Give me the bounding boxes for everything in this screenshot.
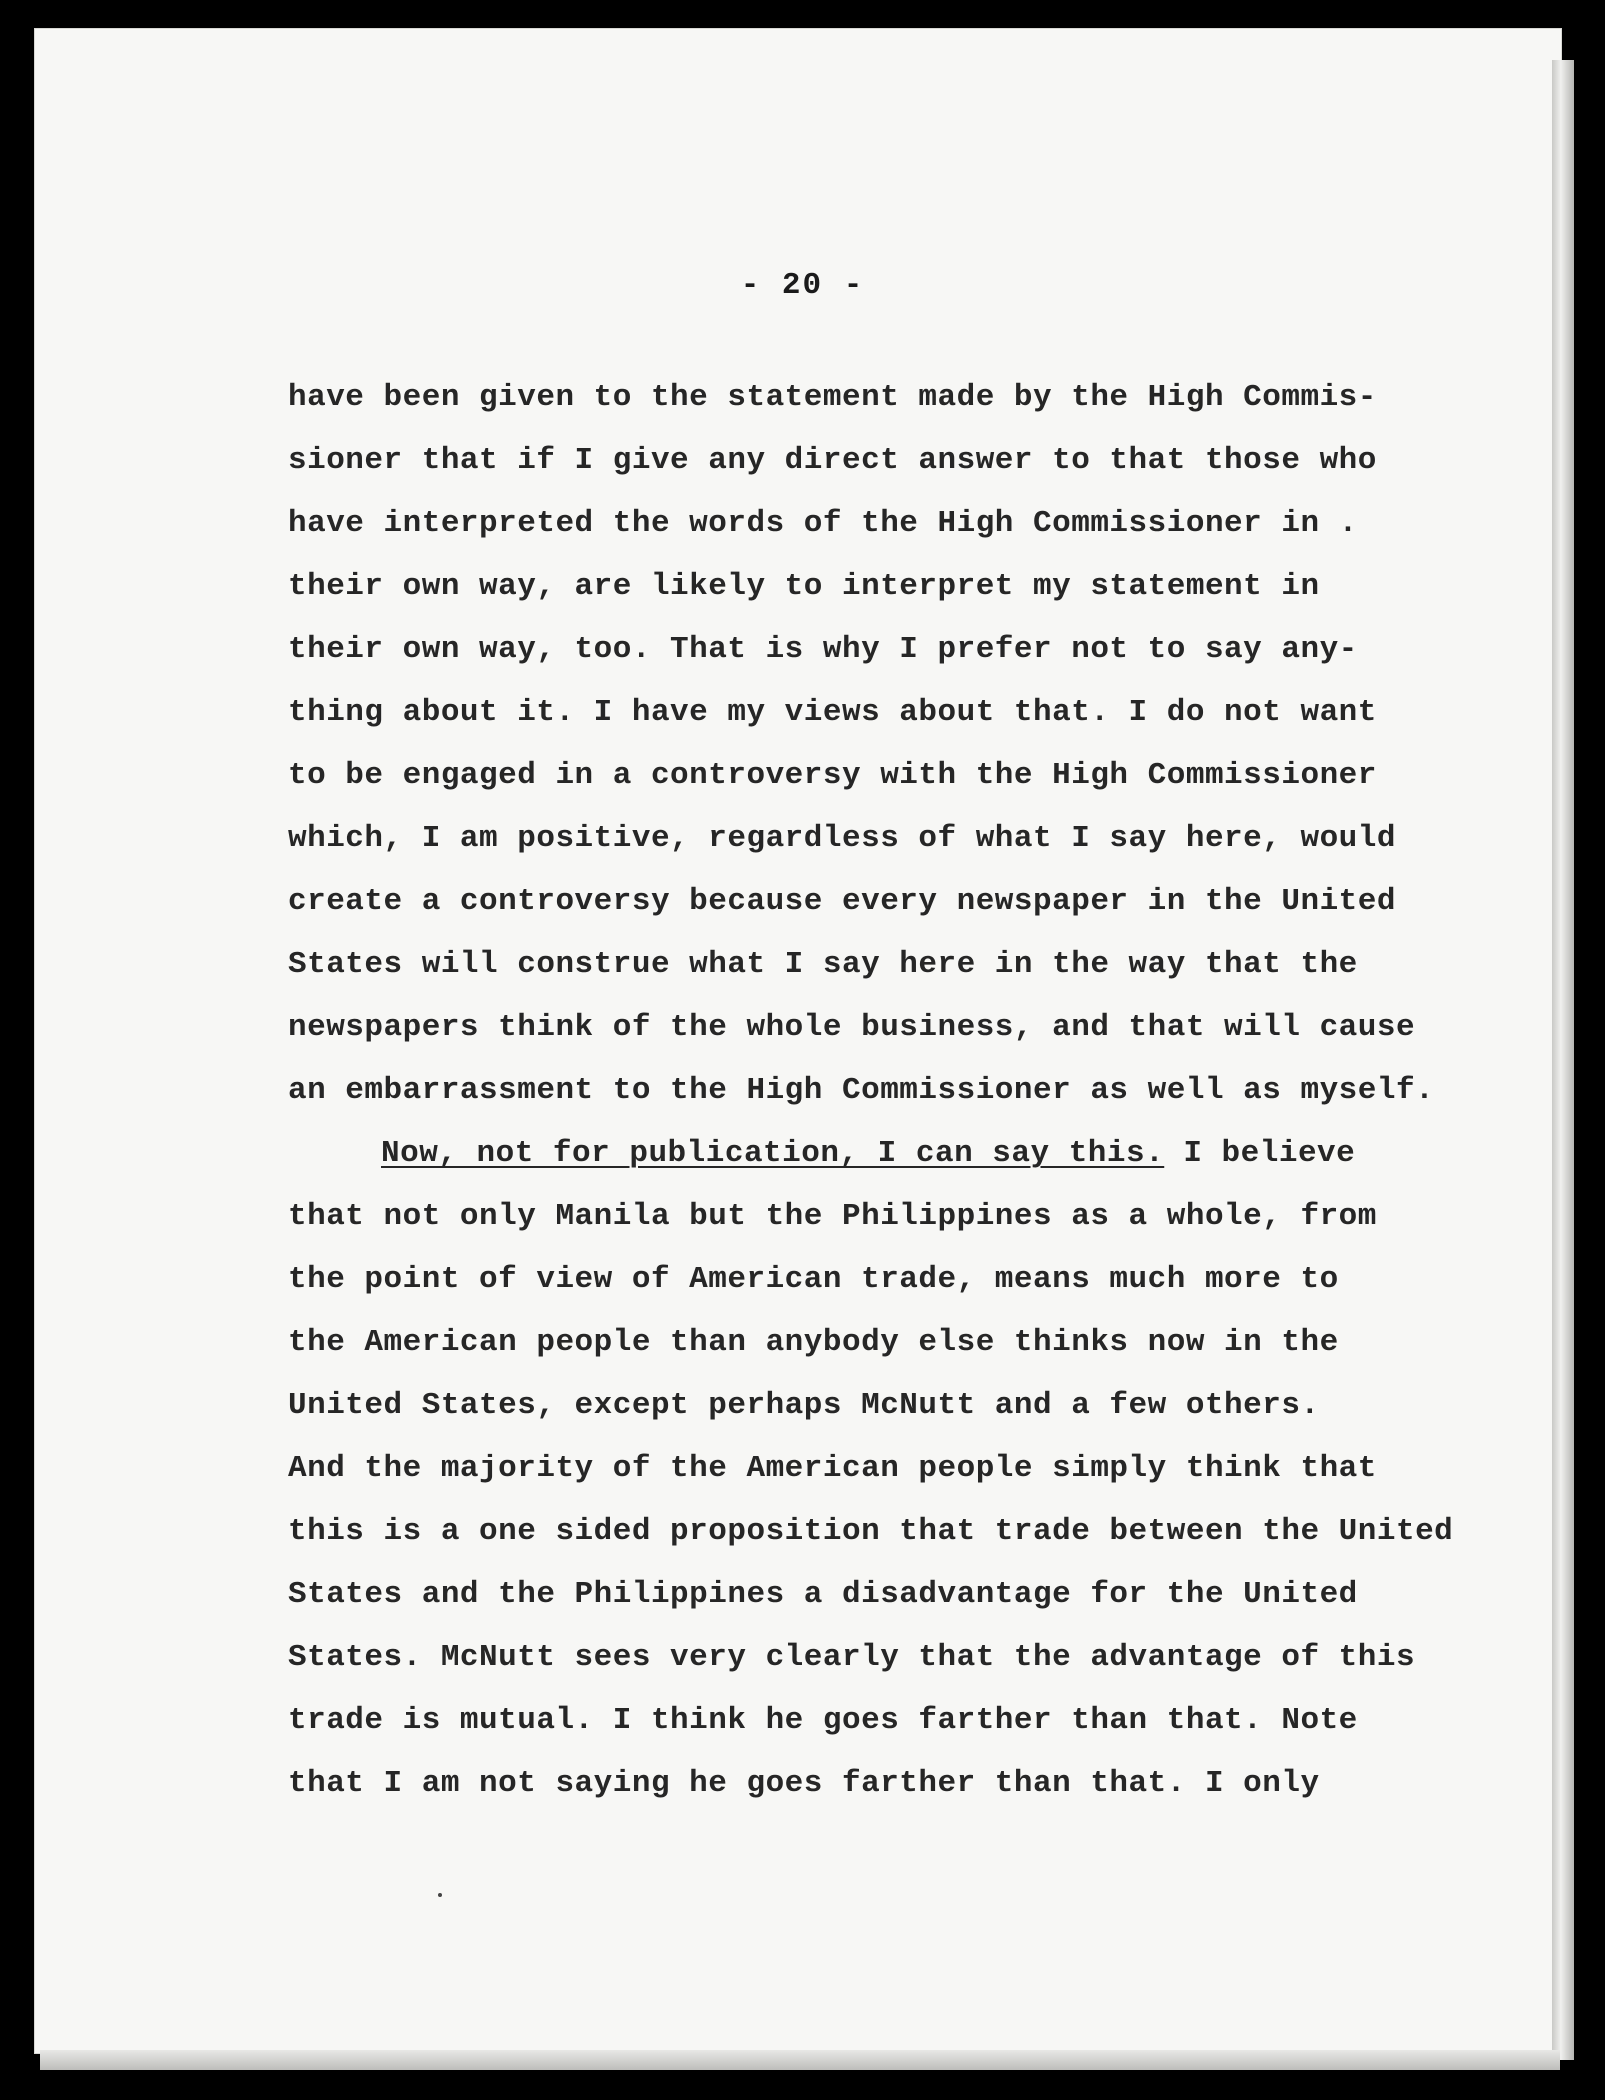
text-line: have interpreted the words of the High Commissioner in . [288,506,1358,541]
text-line: have been given to the statement made by the High Commis- [288,380,1377,415]
text-line: the point of view of American trade, means much more to [288,1262,1339,1297]
text-line: that not only Manila but the Philippines as a whole, from [288,1199,1377,1234]
text-line: thing about it. I have my views about that. I do not want [288,695,1377,730]
text-line: an embarrassment to the High Commissioner as well as myself. [288,1073,1435,1108]
text-line: sioner that if I give any direct answer to that those who [288,443,1377,478]
text-after-underline: I believe [1164,1136,1356,1171]
underlined-not-for-publication: Now, not for publication, I can say this. [381,1136,1165,1171]
text-line: this is a one sided proposition that trade between the United [288,1514,1454,1549]
paper-bottom-edge [40,2050,1560,2070]
text-line: their own way, too. That is why I prefer not to say any- [288,632,1358,667]
text-line: And the majority of the American people simply think that [288,1451,1377,1486]
text-line: States. McNutt sees very clearly that the advantage of this [288,1640,1416,1675]
stray-ink-dot [438,1893,442,1897]
text-line: trade is mutual. I think he goes farther than that. Note [288,1703,1358,1738]
text-line: United States, except perhaps McNutt and a few others. [288,1388,1320,1423]
text-line: create a controversy because every newspaper in the United [288,884,1396,919]
page-number: - 20 - [740,268,865,303]
text-line: States and the Philippines a disadvantage for the United [288,1577,1358,1612]
paragraph-opening-line [288,1122,1448,1185]
text-line: the American people than anybody else thinks now in the [288,1325,1339,1360]
text-line: to be engaged in a controversy with the High Commissioner [288,758,1377,793]
text-line: that I am not saying he goes farther than that. I only [288,1766,1320,1801]
text-line: which, I am positive, regardless of what I say here, would [288,821,1396,856]
text-line: newspapers think of the whole business, and that will cause [288,1010,1416,1045]
text-line: States will construe what I say here in the way that the [288,947,1358,982]
typed-body-text [288,366,1454,1815]
paper-right-edge [1552,60,1574,2060]
text-line: their own way, are likely to interpret my statement in [288,569,1320,604]
